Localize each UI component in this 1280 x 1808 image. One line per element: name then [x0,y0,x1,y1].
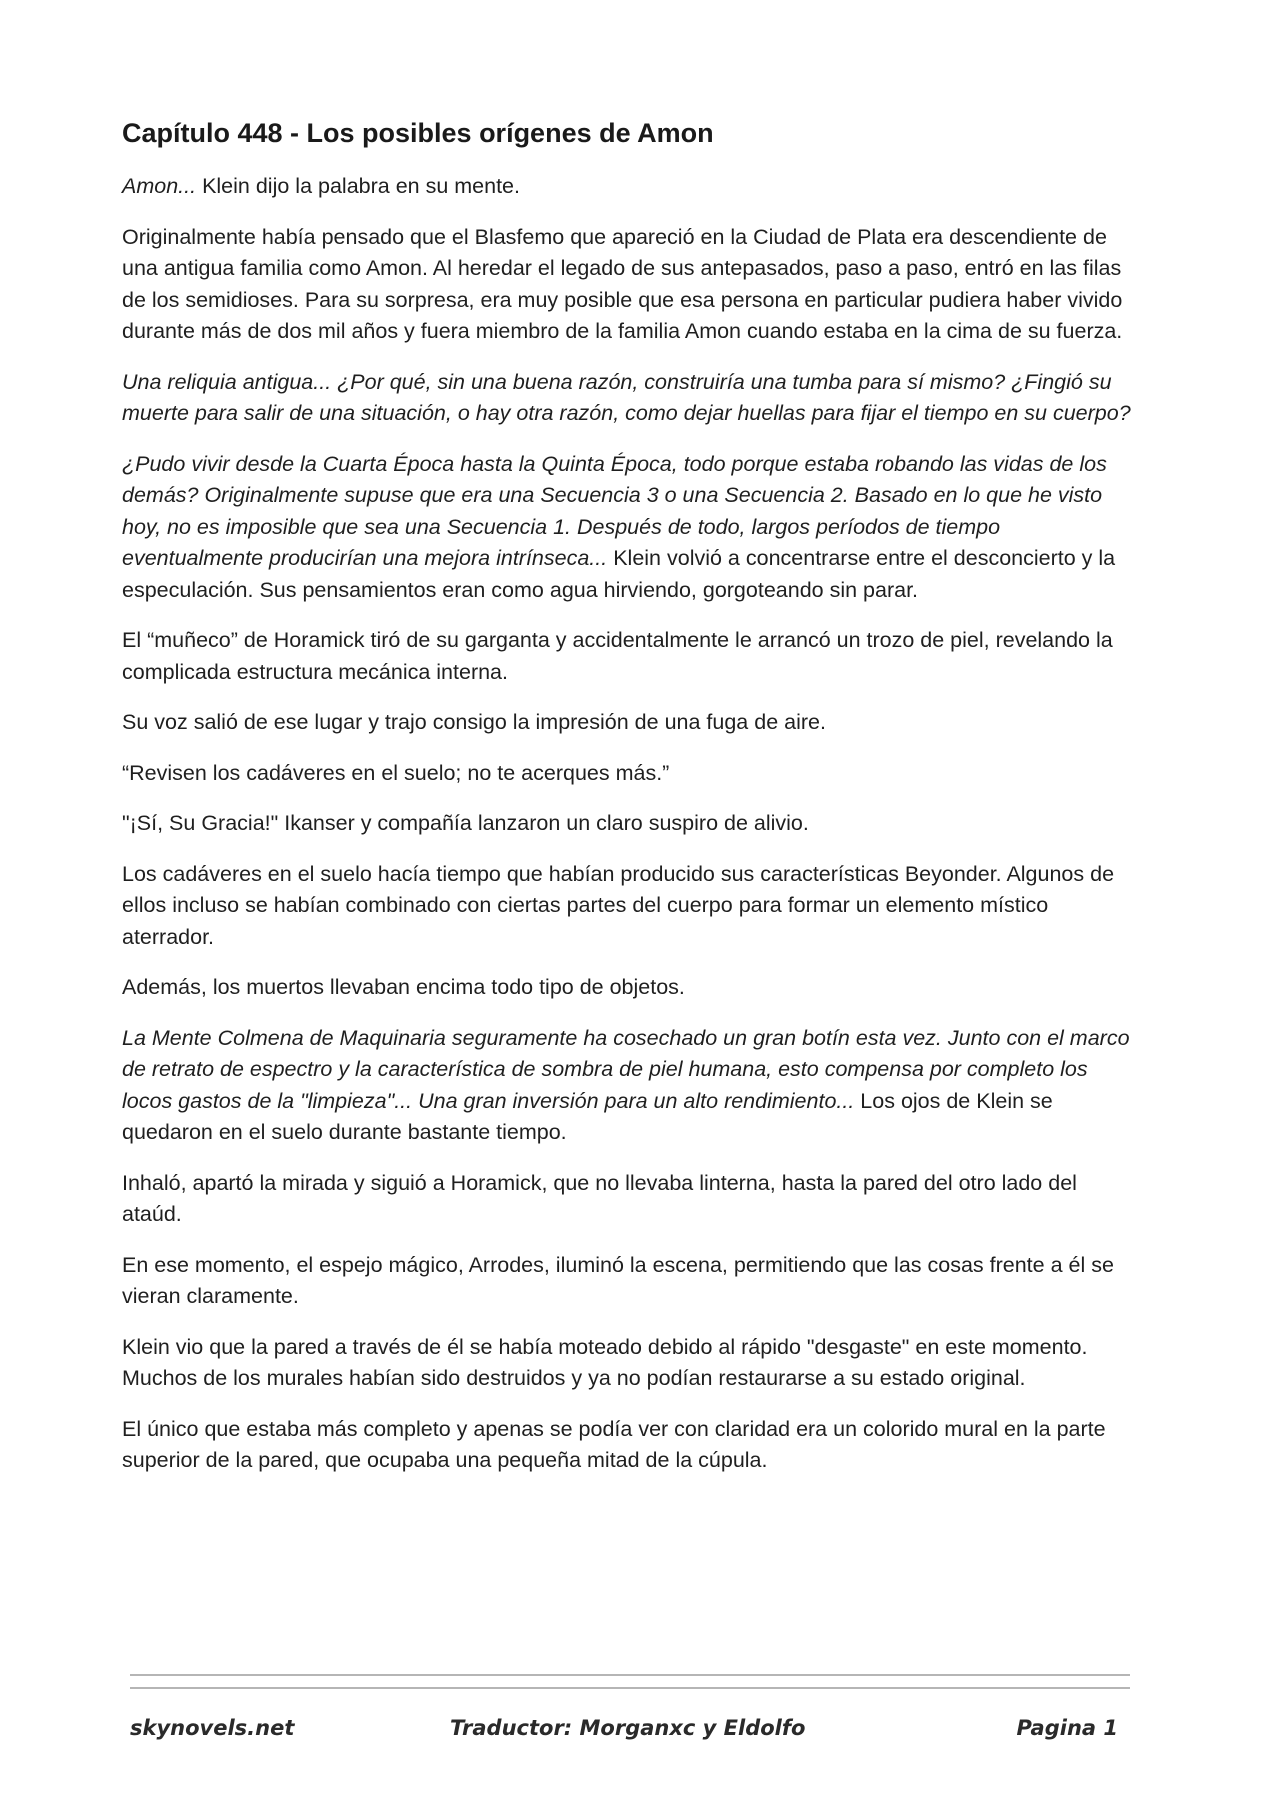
paragraph [122,171,1132,203]
paragraph-text: Los cadáveres en el suelo hacía tiempo que habían producido sus características Beyonder. Algunos de ellos incluso se habían combinado con ciertas partes del cuerpo para formar un elemento místico aterrador. [122,861,1115,949]
paragraph-text: Klein volvió a concentrarse entre el desconcierto y la especulación. Sus pensamientos eran como agua hirviendo, gorgoteando sin parar. [122,546,1116,602]
document-body [122,118,1132,1496]
paragraph [122,1414,1132,1477]
paragraph [122,1332,1132,1395]
paragraph-text: Klein vio que la pared a través de él se había moteado debido al rápido "desgaste" en este momento. Muchos de los murales habían sido destruidos y ya no podían restaurarse a su estado original. [122,1334,1088,1390]
paragraph [122,859,1132,954]
paragraph [122,222,1132,348]
paragraph-text: Su voz salió de ese lugar y trajo consigo la impresión de una fuga de aire. [122,710,826,734]
paragraph-text: Los ojos de Klein se quedaron en el suelo durante bastante tiempo. [122,1088,1053,1144]
italic-thought-text: Amon... [122,174,197,198]
footer-divider [130,1674,1130,1676]
page-footer [130,1716,1130,1750]
paragraph [122,758,1132,790]
paragraph-text: El único que estaba más completo y apenas se podía ver con claridad era un colorido mural en la parte superior de la pared, que ocupaba una pequeña mitad de la cúpula. [122,1416,1106,1472]
paragraph [122,1250,1132,1313]
paragraph-text: El “muñeco” de Horamick tiró de su garganta y accidentalmente le arrancó un trozo de piel, revelando la complicada estructura mecánica interna. [122,628,1113,684]
paragraph [122,808,1132,840]
paragraph-text: Además, los muertos llevaban encima todo tipo de objetos. [122,975,685,999]
paragraph [122,972,1132,1004]
chapter-title: Capítulo 448 - Los posibles orígenes de Amon [122,118,714,148]
paragraph-text: Klein dijo la palabra en su mente. [196,174,520,198]
paragraph-text: "¡Sí, Su Gracia!" Ikanser y compañía lanzaron un claro suspiro de alivio. [122,811,809,835]
paragraph [122,1168,1132,1231]
paragraph [122,707,1132,739]
italic-thought-text: La Mente Colmena de Maquinaria seguramente ha cosechado un gran botín esta vez. Junto con el marco de retrato de espectro y la característica de sombra de piel humana, esto compensa por completo los locos gastos de la "limpieza"... Una gran inversión para un alto rendimiento... [122,1025,1130,1113]
italic-thought-text: Una reliquia antigua... ¿Por qué, sin una buena razón, construiría una tumba para sí mismo? ¿Fingió su muerte para salir de una situación, o hay otra razón, como dejar huellas para fijar el tiempo en su cuerpo? [122,369,1131,425]
paragraph-text: Originalmente había pensado que el Blasfemo que apareció en la Ciudad de Plata era descendiente de una antigua familia como Amon. Al heredar el legado de sus antepasados, paso a paso, entró en las filas de los semidioses. Para su sorpresa, era muy posible que esa persona en particular pudiera haber vivido durante más de dos mil años y fuera miembro de la familia Amon cuando estaba en la cima de su fuerza. [122,224,1123,343]
paragraph-list [122,171,1132,1477]
paragraph-text: “Revisen los cadáveres en el suelo; no te acerques más.” [122,760,670,785]
paragraph [122,625,1132,688]
paragraph [122,449,1132,607]
paragraph-text: En ese momento, el espejo mágico, Arrodes, iluminó la escena, permitiendo que las cosas frente a él se vieran claramente. [122,1252,1114,1308]
paragraph-text: Inhaló, apartó la mirada y siguió a Horamick, que no llevaba linterna, hasta la pared del otro lado del ataúd. [122,1170,1077,1226]
paragraph [122,1023,1132,1149]
paragraph [122,367,1132,430]
footer-translator: Traductor: Morganxc y Eldolfo [450,1716,806,1740]
footer-site: skynovels.net [130,1716,295,1740]
footer-page-number: Pagina 1 [1016,1716,1118,1740]
italic-thought-text: ¿Pudo vivir desde la Cuarta Época hasta la Quinta Época, todo porque estaba robando las vidas de los demás? Originalmente supuse que era una Secuencia 3 o una Secuencia 2. Basado en lo que he visto hoy, no es imposible que sea una Secuencia 1. Después de todo, largos períodos de tiempo eventualmente producirían una mejora intrínseca... [122,451,1107,570]
footer-divider [130,1687,1130,1689]
